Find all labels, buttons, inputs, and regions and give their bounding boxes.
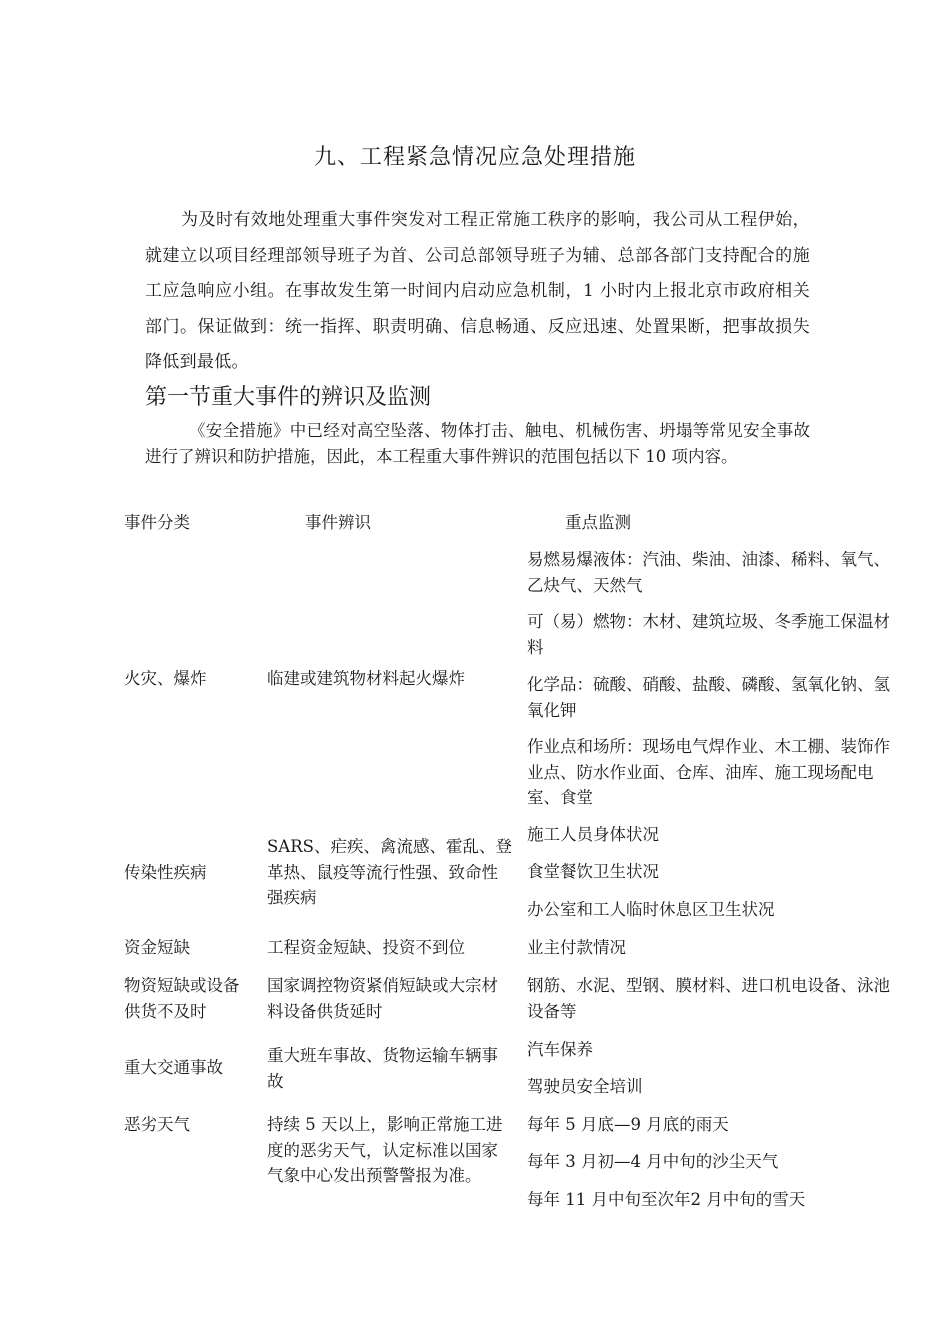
row-funding-category: 资金短缺 bbox=[124, 938, 190, 957]
lead-paragraph: 《安全措施》中已经对高空坠落、物体打击、触电、机械伤害、坍塌等常见安全事故进行了辨识和防护措施，因此，本工程重大事件辨识的范围包括以下 10 项内容。 bbox=[145, 421, 810, 466]
row-traffic-monitoring-1: 汽车保养 bbox=[527, 1040, 593, 1059]
row-fire-monitoring-3: 化学品：硫酸、硝酸、盐酸、磷酸、氢氧化钠、氢氧化钾 bbox=[527, 675, 890, 720]
row-supply-category: 物资短缺或设备供货不及时 bbox=[124, 976, 240, 1021]
row-funding-identification: 工程资金短缺、投资不到位 bbox=[267, 938, 465, 957]
row-weather-category: 恶劣天气 bbox=[124, 1115, 190, 1134]
intro-paragraph: 为及时有效地处理重大事件突发对工程正常施工秩序的影响，我公司从工程伊始，就建立以项目经理部领导班子为首、公司总部领导班子为辅、总部各部门支持配合的施工应急响应小组。在事故发生第一时间内启动应急机制，1 小时内上报北京市政府相关部门。保证做到：统一指挥、职责明确、信息畅通、反应迅速、处置果断，把事故损失降低到最低。 bbox=[145, 210, 810, 373]
row-weather-identification: 持续 5 天以上，影响正常施工进度的恶劣天气，认定标准以国家气象中心发出预警警报为准。 bbox=[267, 1115, 503, 1185]
row-fire-category: 火灾、爆炸 bbox=[124, 669, 207, 688]
row-disease-monitoring-2: 食堂餐饮卫生状况 bbox=[527, 862, 659, 881]
row-disease-category: 传染性疾病 bbox=[124, 863, 207, 882]
row-weather-monitoring-3: 每年 11 月中旬至次年2 月中旬的雪天 bbox=[527, 1190, 806, 1209]
header-category: 事件分类 bbox=[124, 513, 190, 532]
row-traffic-identification: 重大班车事故、货物运输车辆事故 bbox=[267, 1046, 498, 1091]
row-fire-monitoring-2: 可（易）燃物：木材、建筑垃圾、冬季施工保温材料 bbox=[527, 612, 890, 657]
header-monitoring: 重点监测 bbox=[565, 513, 631, 532]
row-supply-monitoring-1: 钢筋、水泥、型钢、膜材料、进口机电设备、泳池设备等 bbox=[527, 976, 890, 1021]
row-fire-identification: 临建或建筑物材料起火爆炸 bbox=[267, 669, 465, 688]
row-disease-monitoring-3: 办公室和工人临时休息区卫生状况 bbox=[527, 900, 775, 919]
row-fire-monitoring-1: 易燃易爆液体：汽油、柴油、油漆、稀料、氧气、乙炔气、天然气 bbox=[527, 550, 890, 595]
section-title: 第一节重大事件的辨识及监测 bbox=[145, 385, 432, 410]
row-traffic-monitoring-2: 驾驶员安全培训 bbox=[527, 1077, 643, 1096]
row-supply-identification: 国家调控物资紧俏短缺或大宗材料设备供货延时 bbox=[267, 976, 498, 1021]
row-traffic-category: 重大交通事故 bbox=[124, 1058, 223, 1077]
row-fire-monitoring-4: 作业点和场所：现场电气焊作业、木工棚、装饰作业点、防水作业面、仓库、油库、施工现场配电室、食堂 bbox=[527, 737, 890, 807]
row-weather-monitoring-2: 每年 3 月初—4 月中旬的沙尘天气 bbox=[527, 1152, 779, 1171]
row-weather-monitoring-1: 每年 5 月底—9 月底的雨天 bbox=[527, 1115, 729, 1134]
row-disease-monitoring-1: 施工人员身体状况 bbox=[527, 825, 659, 844]
header-identification: 事件辨识 bbox=[305, 513, 371, 532]
page-title: 九、工程紧急情况应急处理措施 bbox=[313, 145, 636, 170]
row-disease-identification: SARS、疟疾、禽流感、霍乱、登革热、鼠疫等流行性强、致命性强疾病 bbox=[267, 837, 512, 907]
row-funding-monitoring-1: 业主付款情况 bbox=[527, 938, 626, 957]
